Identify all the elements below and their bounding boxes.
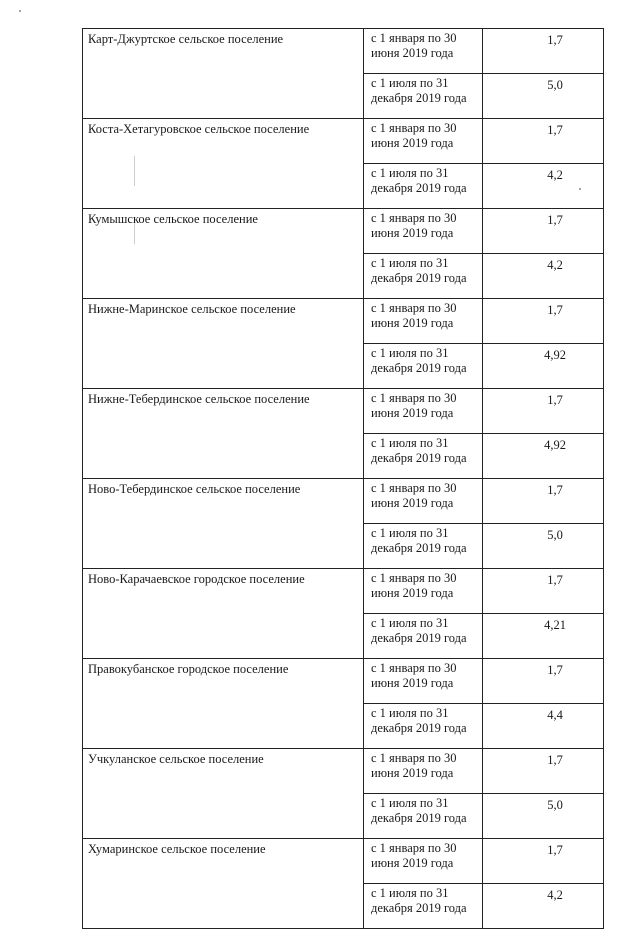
- table-row: [83, 749, 604, 794]
- table-row: [83, 479, 604, 524]
- settlement-name-cell: Нижне-Тебердинское сельское поселение: [83, 389, 364, 479]
- tariff-value-cell: 1,7: [483, 569, 604, 614]
- tariff-value-cell: 1,7: [483, 389, 604, 434]
- settlement-name-cell: Карт-Джуртское сельское поселение: [83, 29, 364, 119]
- table-row: [83, 569, 604, 614]
- tariff-value-cell: 1,7: [483, 209, 604, 254]
- tariff-value-cell: 4,2: [483, 254, 604, 299]
- tariff-value-cell: 4,92: [483, 344, 604, 389]
- tariff-value-cell: 1,7: [483, 119, 604, 164]
- tariff-value-cell: 5,0: [483, 794, 604, 839]
- table-row: [83, 119, 604, 164]
- period-cell: с 1 июля по 31 декабря 2019 года: [364, 254, 483, 299]
- period-cell: с 1 июля по 31 декабря 2019 года: [364, 164, 483, 209]
- settlement-name-cell: Кумышское сельское поселение: [83, 209, 364, 299]
- tariff-table: [82, 28, 604, 929]
- period-cell: с 1 января по 30 июня 2019 года: [364, 119, 483, 164]
- period-cell: с 1 января по 30 июня 2019 года: [364, 839, 483, 884]
- period-cell: с 1 июля по 31 декабря 2019 года: [364, 524, 483, 569]
- tariff-value-cell: 1,7: [483, 839, 604, 884]
- tariff-value-cell: 1,7: [483, 479, 604, 524]
- table-row: [83, 209, 604, 254]
- table-row: [83, 29, 604, 74]
- settlement-name-cell: Правокубанское городское поселение: [83, 659, 364, 749]
- tariff-value-cell: 1,7: [483, 659, 604, 704]
- period-cell: с 1 января по 30 июня 2019 года: [364, 389, 483, 434]
- period-cell: с 1 января по 30 июня 2019 года: [364, 29, 483, 74]
- period-cell: с 1 июля по 31 декабря 2019 года: [364, 884, 483, 929]
- table-row: [83, 299, 604, 344]
- period-cell: с 1 января по 30 июня 2019 года: [364, 749, 483, 794]
- table-row: [83, 389, 604, 434]
- period-cell: с 1 июля по 31 декабря 2019 года: [364, 614, 483, 659]
- tariff-value-cell: 5,0: [483, 74, 604, 119]
- settlement-name-cell: Нижне-Маринское сельское поселение: [83, 299, 364, 389]
- period-cell: с 1 июля по 31 декабря 2019 года: [364, 74, 483, 119]
- tariff-table-body: [83, 29, 604, 929]
- settlement-name-cell: Ново-Тебердинское сельское поселение: [83, 479, 364, 569]
- tariff-value-cell: 4,21: [483, 614, 604, 659]
- tariff-value-cell: 1,7: [483, 299, 604, 344]
- period-cell: с 1 января по 30 июня 2019 года: [364, 299, 483, 344]
- period-cell: с 1 января по 30 июня 2019 года: [364, 209, 483, 254]
- settlement-name-cell: Ново-Карачаевское городское поселение: [83, 569, 364, 659]
- period-cell: с 1 января по 30 июня 2019 года: [364, 659, 483, 704]
- settlement-name-cell: Коста-Хетагуровское сельское поселение: [83, 119, 364, 209]
- tariff-value-cell: 4,2: [483, 884, 604, 929]
- tariff-value-cell: 5,0: [483, 524, 604, 569]
- settlement-name-cell: Учкуланское сельское поселение: [83, 749, 364, 839]
- period-cell: с 1 июля по 31 декабря 2019 года: [364, 434, 483, 479]
- table-row: [83, 839, 604, 884]
- period-cell: с 1 января по 30 июня 2019 года: [364, 569, 483, 614]
- table-row: [83, 659, 604, 704]
- period-cell: с 1 января по 30 июня 2019 года: [364, 479, 483, 524]
- period-cell: с 1 июля по 31 декабря 2019 года: [364, 344, 483, 389]
- tariff-value-cell: 4,4: [483, 704, 604, 749]
- tariff-value-cell: 1,7: [483, 29, 604, 74]
- tariff-value-cell: 4,92: [483, 434, 604, 479]
- period-cell: с 1 июля по 31 декабря 2019 года: [364, 704, 483, 749]
- settlement-name-cell: Хумаринское сельское поселение: [83, 839, 364, 929]
- period-cell: с 1 июля по 31 декабря 2019 года: [364, 794, 483, 839]
- tariff-value-cell: 4,2: [483, 164, 604, 209]
- scan-speck: [19, 10, 21, 12]
- tariff-value-cell: 1,7: [483, 749, 604, 794]
